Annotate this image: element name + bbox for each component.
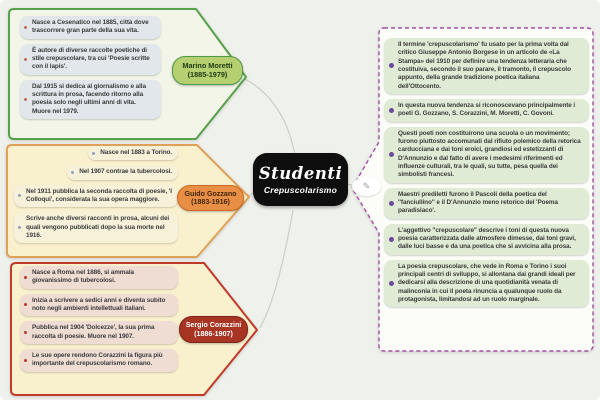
note-text: L'aggettivo "crepuscolare" descrive i toni di questa nuova poesia caratterizzata dalle atmosfere dimesse, dai toni gravi, dalle luci basse e da una poetica che si avvicina alla prosa.: [398, 226, 576, 251]
note-text: Nel 1907 contrae la tubercolosi.: [79, 168, 172, 176]
node-years: (1885-1979): [187, 69, 228, 79]
note-bubble[interactable]: [384, 127, 589, 183]
note-bubble[interactable]: [20, 44, 161, 75]
note-text: Nel 1911 pubblica la seconda raccolta di poesie, 'I Colloqui', considerata la sua opera maggiore.: [26, 187, 172, 203]
notes-group-moretti: [20, 16, 161, 119]
notes-group-gozzano: [14, 146, 178, 243]
node-years: (1886-1907): [194, 329, 233, 338]
bullet-dot: [18, 194, 21, 197]
note-bubble[interactable]: [20, 349, 178, 372]
note-text: Dal 1915 si dedica al giornalismo e alla scrittura in prosa, facendo ritorno alla poesia solo negli ultimi anni di vita. Muore nel 1979.: [32, 82, 146, 115]
node-name: Marino Moretti: [182, 61, 233, 71]
note-text: Nasce a Cesenatico nel 1885, città dove trascorrere gran parte della sua vita.: [32, 19, 149, 35]
note-text: Pubblica nel 1904 'Dolcezze', la sua prima raccolta di poesie. Muore nel 1907.: [32, 324, 155, 340]
bullet-dot: [389, 108, 394, 113]
note-text: In questa nuova tendenza si riconoscevano principalmente i poeti G. Gozzano, S. Corazzini, M. Moretti, C. Govoni.: [398, 101, 576, 118]
bullet-dot: [389, 152, 394, 157]
bullet-dot: [24, 303, 27, 306]
note-text: La poesia crepuscolare, che vede in Roma e Torino i suoi principali centri di sviluppo, si allontana dai grandi ideali per dedicarsi alla descrizione di una quotidianità venata di malinconia in cui il poeta rinuncia a qualunque ruolo da protagonista, limitandosi ad un ruolo marginale.: [398, 262, 576, 303]
note-text: Maestri prediletti furono il Pascoli della poetica del "fanciullino" e il D'Annunzio meno retorico del 'Poema paradisiaco'.: [398, 190, 558, 215]
note-bubble[interactable]: [20, 80, 161, 119]
note-bubble[interactable]: [384, 38, 589, 94]
edit-icon[interactable]: [352, 177, 381, 196]
bullet-dot: [24, 26, 27, 29]
node-years: (1883-1916): [191, 198, 230, 206]
note-bubble[interactable]: [67, 165, 178, 179]
note-bubble[interactable]: [384, 99, 589, 122]
node-name: Sergio Corazzini: [185, 321, 242, 330]
note-bubble[interactable]: [20, 266, 178, 289]
note-bubble[interactable]: [14, 212, 178, 243]
node-guido-gozzano[interactable]: [177, 185, 244, 211]
connector-line-moretti: [245, 79, 295, 155]
node-name: Guido Gozzano: [184, 189, 237, 198]
note-text: Scrive anche diversi racconti in prosa, alcuni dei quali vengono pubblicati dopo la sua morte nel 1916.: [26, 215, 170, 239]
note-text: Nasce a Roma nel 1886, si ammala giovanissimo di tubercolosi.: [32, 269, 134, 285]
note-text: È autore di diverse raccolte poetiche di stile crepuscolare, tra cui 'Poesie scritte con il lapis'.: [32, 46, 150, 71]
bullet-dot: [18, 226, 21, 229]
note-text: Questi poeti non costituirono una scuola o un movimento; furono piuttosto accomunati dal rifiuto polemico della retorica carducciana e dai toni eroici, grandiosi ed estetizzanti di D'Annunzio e dal fatto di avere i medesimi riferimenti ed influenze culturali, tra le quali, su tutte, pesa quella dei simbolisti francesi.: [398, 129, 581, 179]
note-bubble[interactable]: [384, 224, 589, 255]
bullet-dot: [24, 276, 27, 279]
bullet-dot: [389, 63, 394, 68]
bullet-dot: [24, 98, 27, 101]
note-bubble[interactable]: [20, 294, 178, 317]
note-bubble[interactable]: [20, 16, 161, 39]
pencil-icon: ✎: [362, 181, 371, 191]
bullet-dot: [24, 58, 27, 61]
node-marino-moretti[interactable]: [172, 56, 243, 85]
connector-line-corazzini: [260, 210, 293, 328]
bullet-dot: [24, 331, 27, 334]
note-text: Le sue opere rendono Corazzini la figura più importante del crepuscolarismo romano.: [32, 351, 163, 368]
note-text: Inizia a scrivere a sedici anni e diventa subito noto negli ambienti intellettuali italiani.: [32, 296, 166, 312]
bullet-dot: [71, 171, 74, 174]
central-subtitle: Crepuscolarismo: [263, 185, 338, 195]
node-sergio-corazzini[interactable]: [179, 316, 248, 343]
central-topic[interactable]: [253, 153, 348, 206]
notes-group-corazzini: [20, 266, 178, 372]
note-bubble[interactable]: [20, 321, 178, 344]
bullet-dot: [24, 359, 27, 362]
notes-group-definition: [384, 38, 589, 307]
note-bubble[interactable]: [88, 146, 178, 160]
central-title: Studenti: [258, 164, 343, 183]
note-bubble[interactable]: [14, 185, 178, 208]
note-bubble[interactable]: [384, 188, 589, 219]
note-text: Nasce nel 1883 a Torino.: [100, 149, 172, 156]
bullet-dot: [389, 201, 394, 206]
bullet-dot: [389, 237, 394, 242]
note-text: Il termine 'crepuscolarismo' fu usato per la prima volta dal critico Giuseppe Antonio Borgese in un articolo de «La Stampa» del 1910 per definire una tendenza letteraria che costituiva, secondo il suo parare, il tramonto, il crepuscolo appunto, della grande tradizione poetica italiana dell'Ottocento.: [398, 41, 571, 90]
note-bubble[interactable]: [384, 260, 589, 308]
bullet-dot: [92, 152, 95, 155]
bullet-dot: [389, 281, 394, 286]
